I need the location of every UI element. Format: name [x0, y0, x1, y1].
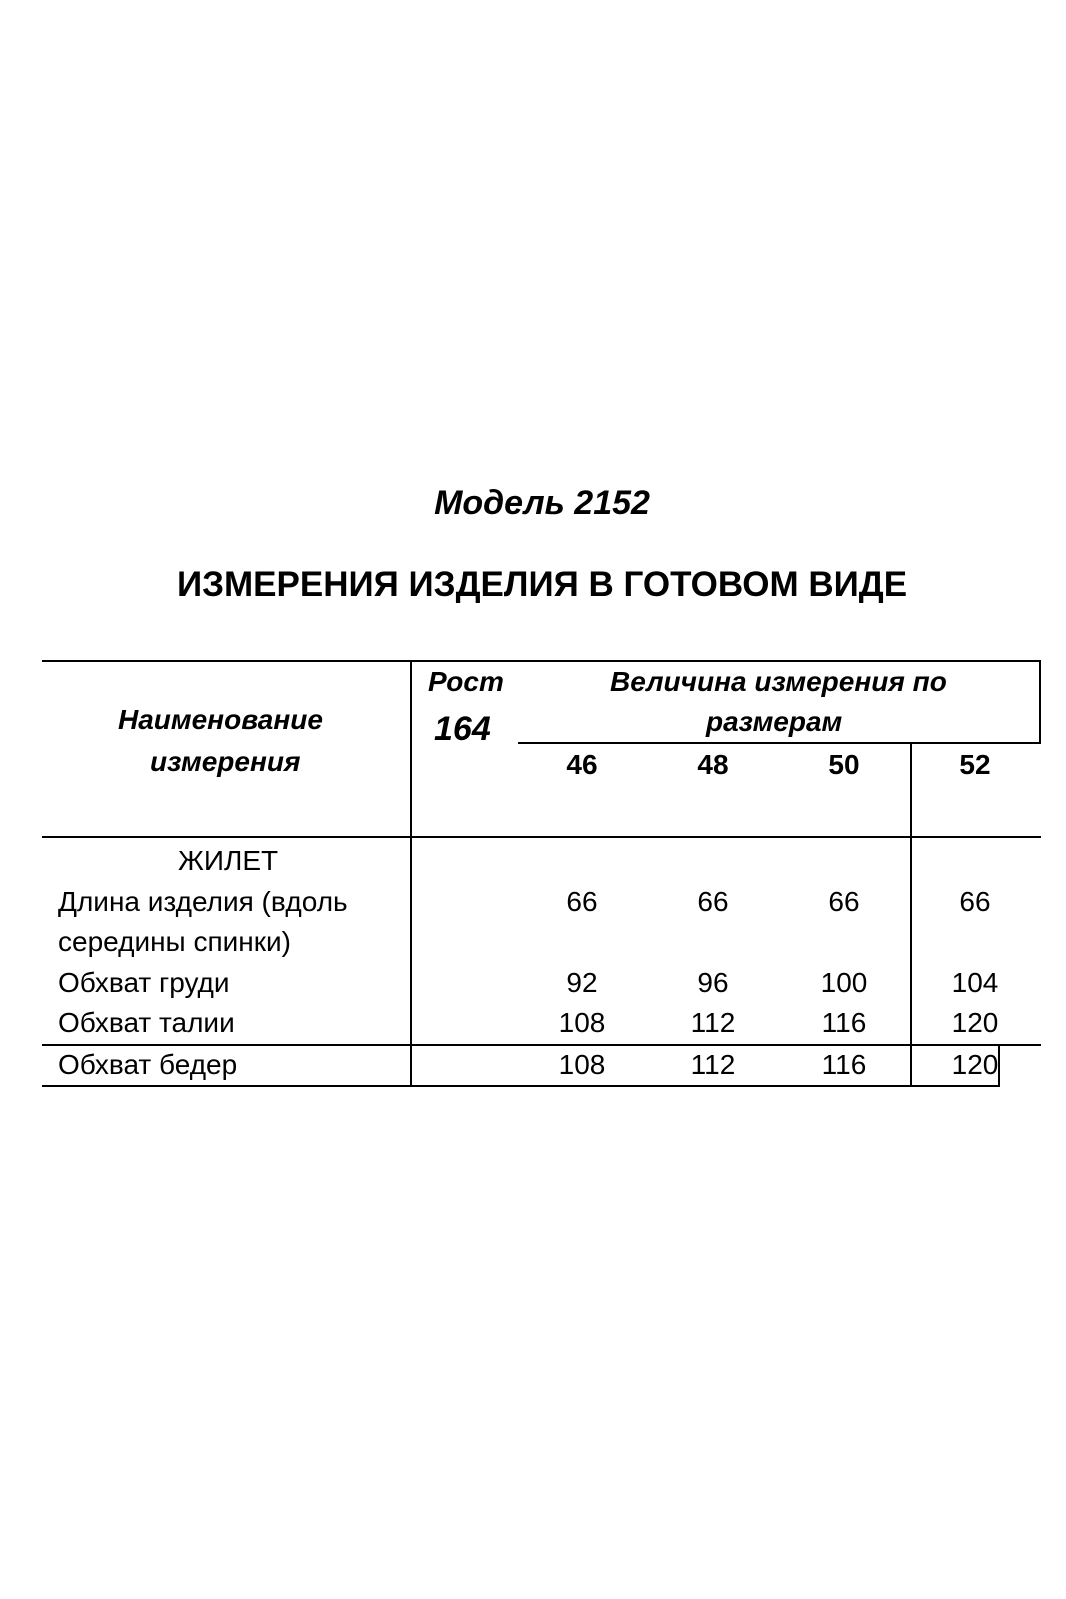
size-52: 52 — [959, 749, 991, 780]
model-title: Модель 2152 — [434, 484, 650, 522]
height-label: Рост — [428, 666, 504, 697]
size-46: 46 — [566, 749, 598, 780]
cell-value: 108 — [558, 1007, 606, 1038]
cell-value: 116 — [821, 1049, 867, 1080]
name-header-line1: Наименование — [118, 704, 323, 735]
cell-value: 100 — [820, 967, 868, 998]
section-label: ЖИЛЕТ — [178, 845, 279, 876]
table-bottom-border — [42, 1085, 999, 1087]
row-name: Длина изделия (вдоль — [58, 886, 348, 917]
size-header-divider — [518, 742, 1041, 744]
size-header-line2: размерам — [706, 706, 843, 737]
document-heading: ИЗМЕРЕНИЯ ИЗДЕЛИЯ В ГОТОВОМ ВИДЕ — [176, 565, 908, 604]
cell-value: 66 — [959, 886, 991, 917]
cell-value: 66 — [566, 886, 598, 917]
size-52-divider — [910, 742, 912, 1087]
cell-value: 66 — [697, 886, 729, 917]
row-name: Обхват талии — [58, 1007, 235, 1038]
cell-value: 116 — [821, 1007, 867, 1038]
table-right-border-top — [1039, 660, 1041, 744]
size-header-line1: Величина измерения по — [610, 666, 947, 697]
table-top-border — [42, 660, 1041, 662]
size-50: 50 — [828, 749, 860, 780]
cell-value: 120 — [951, 1007, 999, 1038]
name-header-line2: измерения — [150, 746, 301, 777]
size-48: 48 — [697, 749, 729, 780]
cell-value: 96 — [697, 967, 729, 998]
height-value: 164 — [434, 710, 491, 748]
cell-value: 66 — [828, 886, 860, 917]
row-name: Обхват груди — [58, 967, 230, 998]
table-header-bottom-border — [42, 836, 1041, 838]
row-name: Обхват бедер — [58, 1049, 238, 1080]
row-name-continued: середины спинки) — [58, 926, 291, 957]
table-hip-row-divider — [42, 1044, 1041, 1046]
cell-value: 108 — [558, 1049, 606, 1080]
cell-value: 104 — [951, 967, 999, 998]
cell-value: 120 — [951, 1049, 999, 1080]
cell-value: 112 — [690, 1007, 736, 1038]
cell-value: 112 — [690, 1049, 736, 1080]
cell-value: 92 — [566, 967, 598, 998]
name-column-divider — [410, 660, 412, 1087]
